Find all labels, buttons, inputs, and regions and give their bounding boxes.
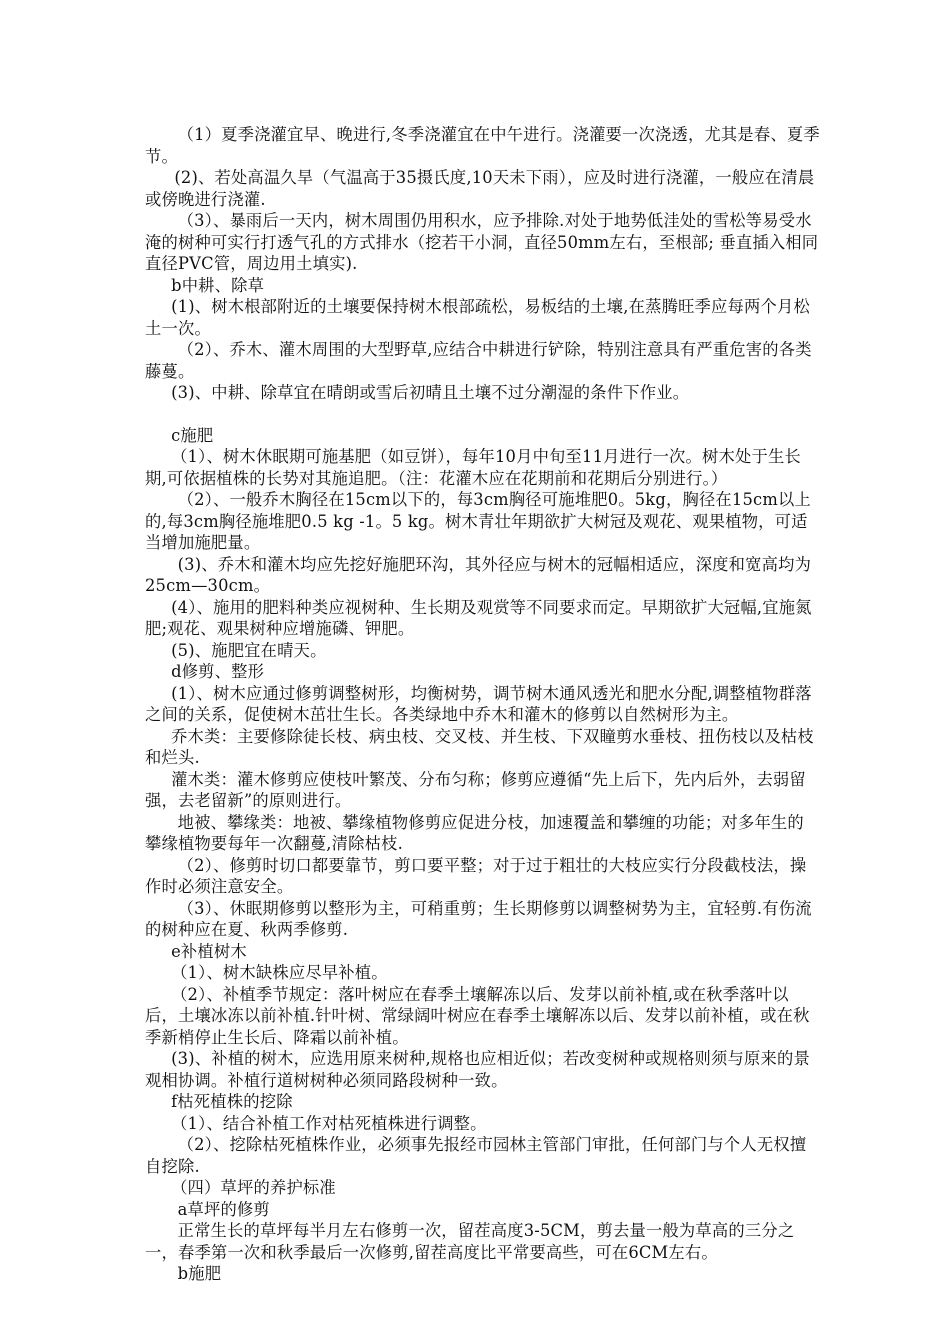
- section-heading-c: c施肥: [171, 425, 214, 445]
- paragraph-tillage-3: (3)、中耕、除草宜在晴朗或雪后初晴且土壤不过分潮湿的条件下作业。: [171, 383, 690, 402]
- section-heading-e: e补植树木: [171, 941, 247, 961]
- paragraph-lawn-mowing: 正常生长的草坪每半月左右修剪一次，留茬高度3-5CM，剪去量一般为草高的三分之一，春季第一次和秋季最后一次修剪,留茬高度比平常要高些，可在6CM左右。: [145, 1221, 795, 1262]
- paragraph-pruning-2: （2）、修剪时切口都要靠节，剪口要平整；对于过于粗壮的大枝应实行分段截枝法，操作时必须注意安全。: [145, 855, 807, 896]
- paragraph-pruning-shrubs: 灌木类：灌木修剪应使枝叶繁茂、分布匀称；修剪应遵循“先上后下，先内后外，去弱留强，去老留新”的原则进行。: [145, 769, 806, 810]
- paragraph-watering-3: （3）、暴雨后一天内，树木周围仍用积水，应予排除.对处于地势低洼处的雪松等易受水淹的树种可实行打透气孔的方式排水（挖若干小洞，直径50mm左右，至根部; 垂直插入相同直径PVC管，周边用土填实).: [145, 211, 819, 273]
- paragraph-pruning-3: （3）、休眠期修剪以整形为主，可稍重剪；生长期修剪以调整树势为主，宜轻剪.有伤流的树种应在夏、秋两季修剪.: [145, 898, 812, 939]
- paragraph-watering-1: （1）夏季浇灌宜早、晚进行,冬季浇灌宜在中午进行。浇灌要一次浇透，尤其是春、夏季节。: [145, 125, 820, 166]
- section-heading-f: f枯死植株的挖除: [171, 1092, 293, 1111]
- paragraph-watering-2: (2)、若处高温久旱（气温高于35摄氏度,10天未下雨），应及时进行浇灌，一般应在清晨或傍晚进行浇灌.: [145, 168, 815, 209]
- section-heading-b: b中耕、除草: [171, 275, 265, 295]
- section-heading-lawn-b: b施肥: [177, 1264, 222, 1283]
- paragraph-fertilize-2: （2）、一般乔木胸径在15cm以下的，每3cm胸径可施堆肥0。5kg，胸径在15cm以上的,每3cm胸径施堆肥0.5 kg -1。5 kg。树木青壮年期欲扩大树冠及观花、观果植物，可适当增加施肥量。: [145, 490, 811, 552]
- paragraph-fertilize-4: (4）、施用的肥料种类应视树种、生长期及观赏等不同要求而定。早期欲扩大冠幅,宜施氮肥;观花、观果树种应增施磷、钾肥。: [145, 597, 812, 638]
- paragraph-tillage-1: (1)、树木根部附近的土壤要保持树木根部疏松，易板结的土壤,在蒸腾旺季应每两个月松土一次。: [145, 297, 810, 338]
- paragraph-removal-2: （2）、挖除枯死植株作业，必须事先报经市园林主管部门审批，任何部门与个人无权擅自挖除.: [145, 1135, 807, 1176]
- paragraph-replant-3: (3)、补植的树木，应选用原来树种,规格也应相近似；若改变树种或规格则须与原来的景观相协调。补植行道树树种必须同路段树种一致。: [145, 1049, 810, 1090]
- document-body: [145, 124, 820, 1285]
- paragraph-replant-1: （1）、树木缺株应尽早补植。: [171, 963, 388, 982]
- paragraph-tillage-2: （2）、乔木、灌木周围的大型野草,应结合中耕进行铲除，特别注意具有严重危害的各类藤蔓。: [145, 340, 812, 381]
- paragraph-replant-2: （2）、补植季节规定：落叶树应在春季土壤解冻以后、发芽以前补植,或在秋季落叶以后，土壤冰冻以前补植.针叶树、常绿阔叶树应在春季土壤解冻以后、发芽以前补植，或在秋季新梢停止生长后、降霜以前补植。: [145, 984, 810, 1047]
- paragraph-pruning-groundcover: 地被、攀缘类：地被、攀缘植物修剪应促进分枝，加速覆盖和攀缠的功能；对多年生的攀缘植物要每年一次翻蔓,清除枯枝.: [145, 812, 804, 853]
- paragraph-fertilize-5: (5)、施肥宜在晴天。: [171, 640, 327, 660]
- paragraph-pruning-1: (1）、树木应通过修剪调整树形，均衡树势，调节树木通风透光和肥水分配,调整植物群落之间的关系，促使树木茁壮生长。各类绿地中乔木和灌木的修剪以自然树形为主。: [145, 683, 812, 724]
- paragraph-pruning-trees: 乔木类：主要修除徒长枝、病虫枝、交叉枝、并生枝、下双瞳剪水垂枝、扭伤枝以及枯枝和烂头.: [145, 726, 814, 767]
- paragraph-fertilize-1: （1）、树木休眠期可施基肥（如豆饼），每年10月中旬至11月进行一次。树木处于生长期,可依据植株的长势对其施追肥。（注：花灌木应在花期前和花期后分别进行。）: [145, 447, 801, 488]
- section-heading-lawn: （四）草坪的养护标准: [171, 1178, 336, 1197]
- section-heading-lawn-a: a草坪的修剪: [177, 1199, 270, 1219]
- paragraph-removal-1: （1）、结合补植工作对枯死植株进行调整。: [171, 1113, 487, 1133]
- paragraph-fertilize-3: (3)、乔木和灌木均应先挖好施肥环沟，其外径应与树木的冠幅相适应，深度和宽高均为25cm—30cm。: [145, 554, 812, 595]
- section-heading-d: d修剪、整形: [171, 662, 265, 681]
